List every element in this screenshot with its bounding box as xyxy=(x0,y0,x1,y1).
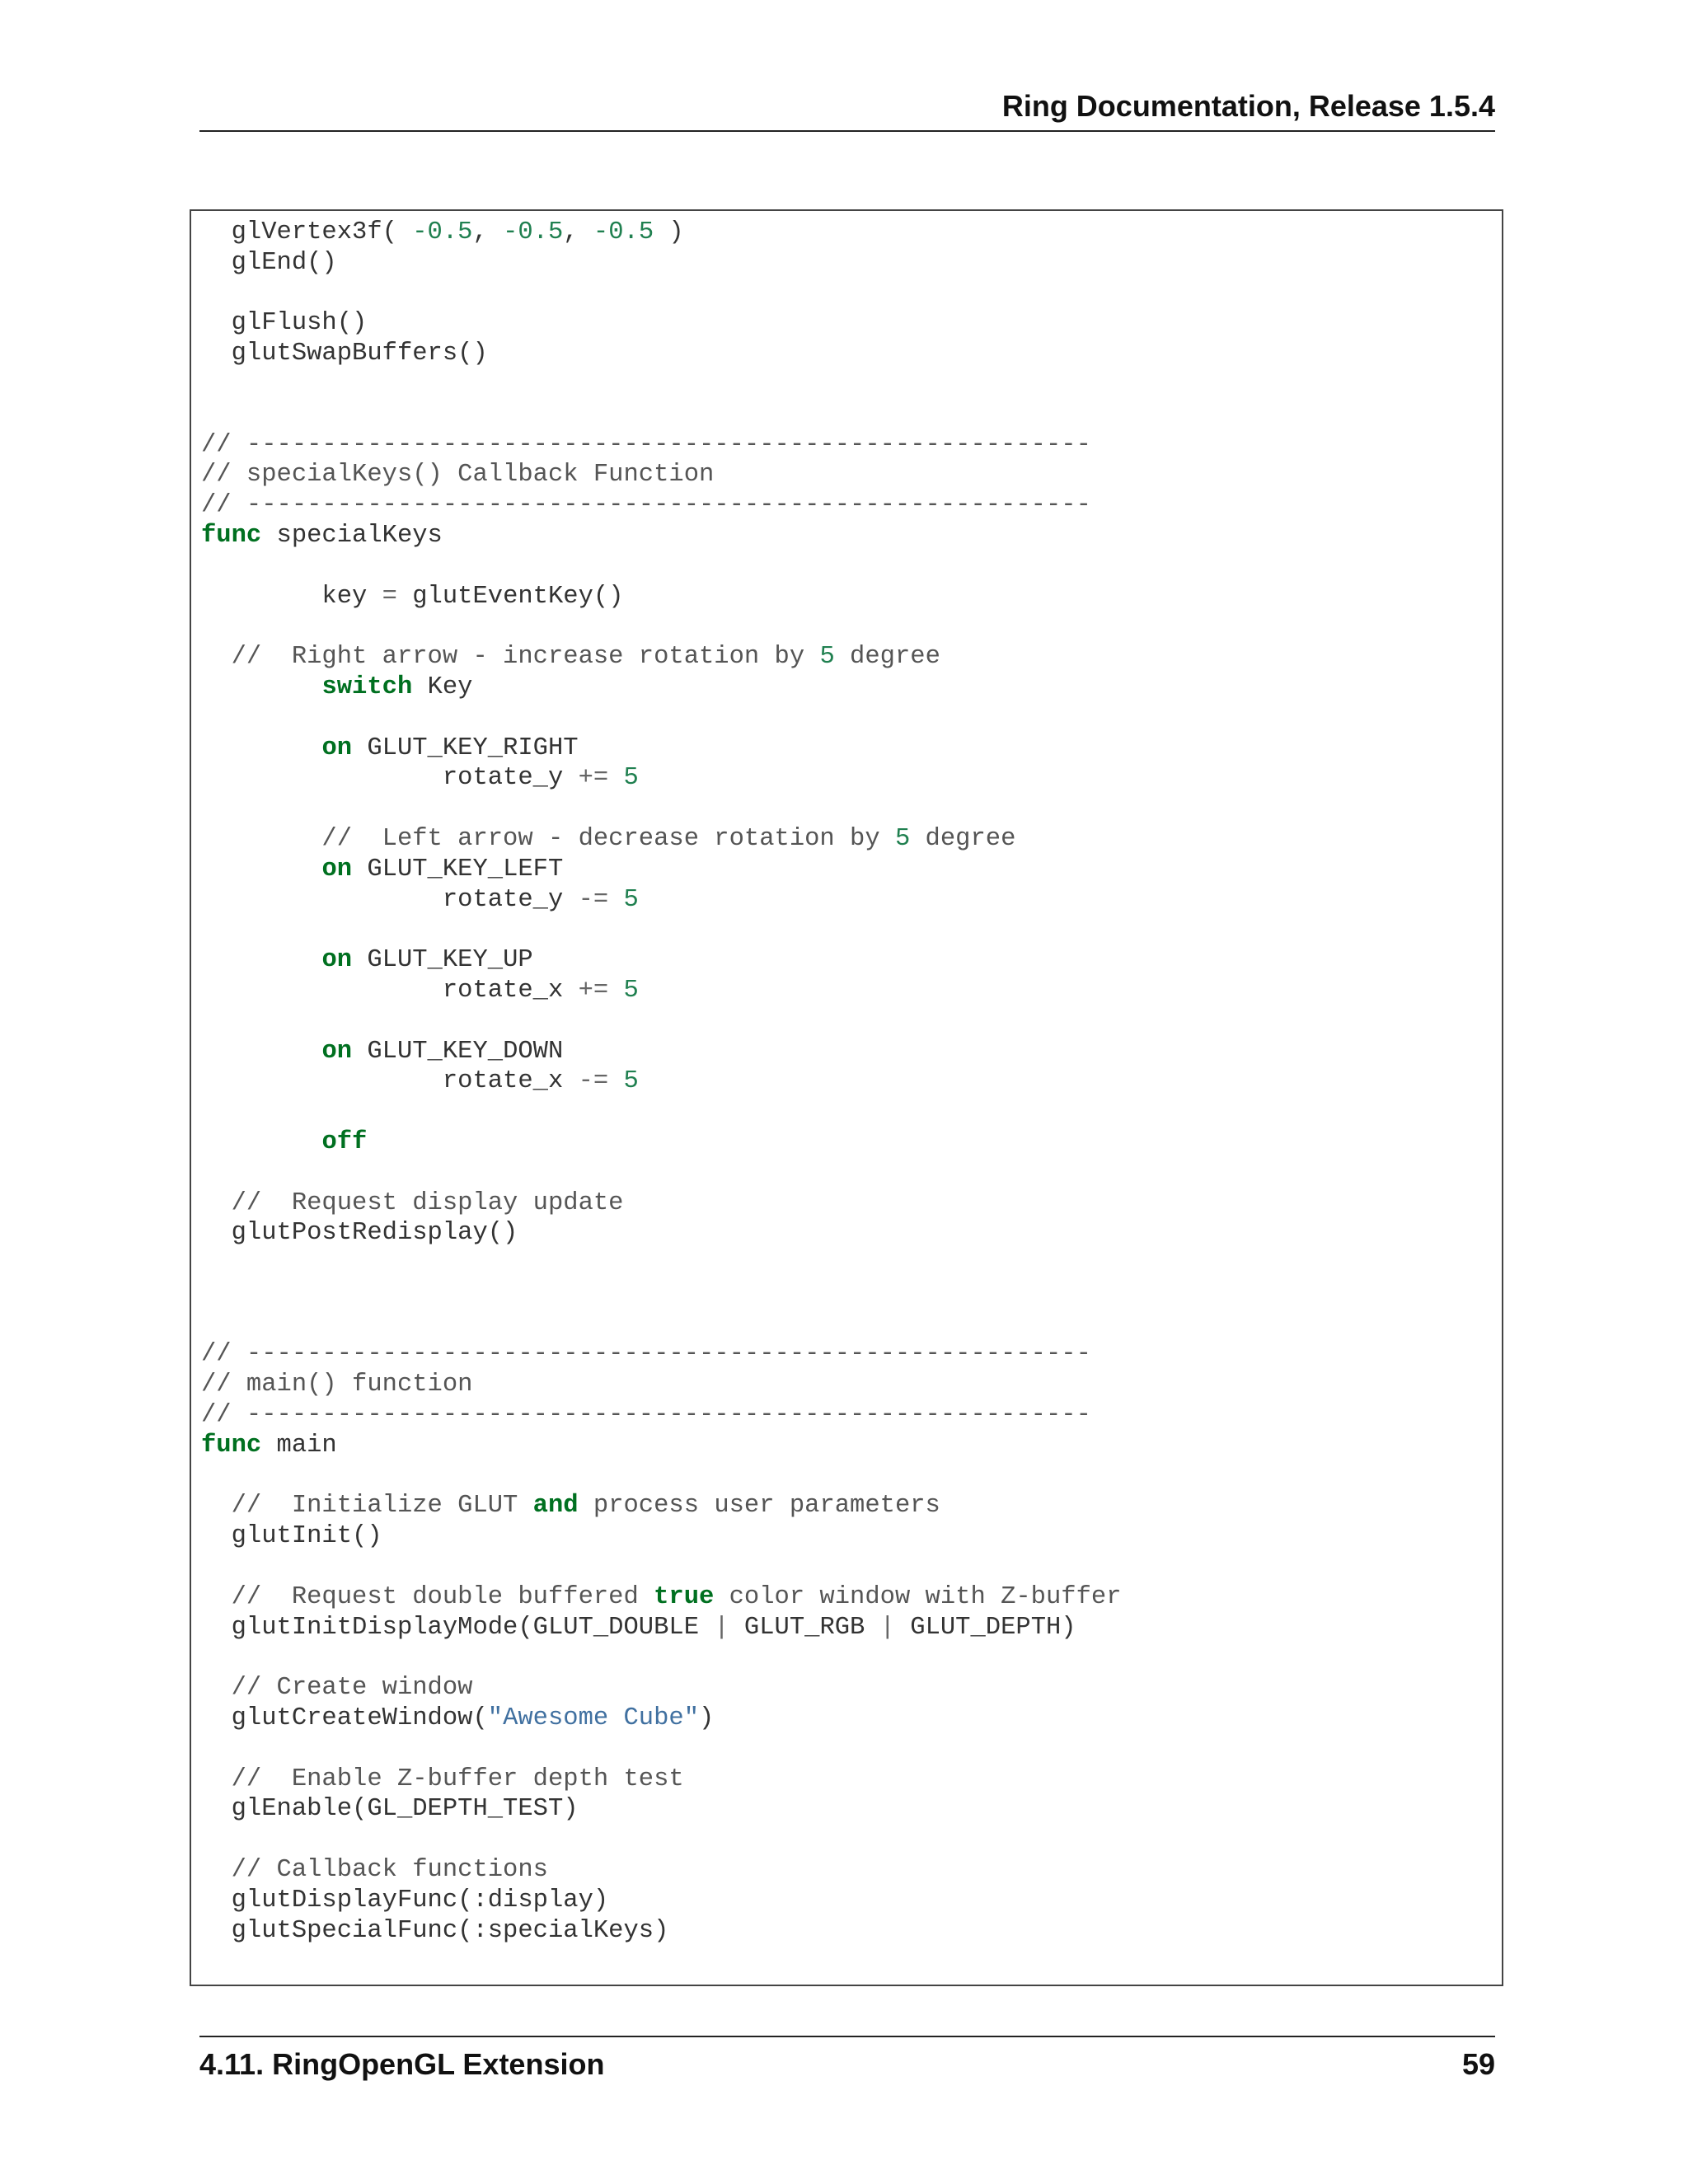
code-line xyxy=(201,1037,1502,1067)
code-line xyxy=(201,1127,1502,1158)
code-token: = xyxy=(382,582,397,611)
code-line xyxy=(201,1279,1502,1310)
code-line xyxy=(201,1613,1502,1643)
code-token: glutInitDisplayMode(GLUT_DOUBLE xyxy=(201,1613,715,1642)
code-token: GLUT_RGB xyxy=(729,1613,880,1642)
code-line xyxy=(201,582,1502,612)
code-line xyxy=(201,763,1502,794)
code-token: GLUT_KEY_RIGHT xyxy=(352,733,579,762)
code-token xyxy=(201,1038,321,1066)
header-rule xyxy=(199,130,1495,132)
code-token: and xyxy=(532,1492,579,1521)
code-line xyxy=(201,1643,1502,1673)
code-token: rotate_y xyxy=(201,885,579,914)
code-line xyxy=(201,885,1502,916)
code-line xyxy=(201,1310,1502,1340)
code-token xyxy=(201,734,321,762)
code-line xyxy=(201,945,1502,976)
code-token: // Left arrow - decrease rotation by xyxy=(201,824,895,853)
code-token: // Enable Z-buffer depth test xyxy=(201,1765,684,1793)
code-token: -= xyxy=(578,885,609,914)
code-line xyxy=(201,1097,1502,1127)
code-line xyxy=(201,460,1502,490)
code-line xyxy=(201,1521,1502,1552)
code-token xyxy=(608,977,623,1005)
code-token: true xyxy=(654,1582,715,1611)
code-token: += xyxy=(578,976,609,1005)
code-line xyxy=(201,1704,1502,1734)
code-token: // Right arrow - increase rotation by xyxy=(201,643,820,672)
code-token: color window with Z-buffer xyxy=(714,1582,1122,1611)
code-line xyxy=(201,1491,1502,1521)
code-token: , xyxy=(472,218,504,246)
code-line xyxy=(201,1400,1502,1431)
code-token: // Request double buffered xyxy=(201,1582,654,1611)
code-token: glutInit() xyxy=(201,1522,382,1551)
code-token: // specialKeys() Callback Function xyxy=(201,461,715,490)
code-token: GLUT_KEY_DOWN xyxy=(352,1037,564,1066)
code-token: Key xyxy=(412,673,473,701)
code-line xyxy=(201,703,1502,733)
code-line xyxy=(201,824,1502,855)
code-token: specialKeys xyxy=(261,521,443,550)
code-token: glutCreateWindow( xyxy=(201,1704,488,1733)
code-token: | xyxy=(879,1613,895,1642)
code-line xyxy=(201,1431,1502,1461)
code-line xyxy=(201,218,1502,248)
code-token: // -------------------------------------------------------- xyxy=(201,430,1091,459)
code-line xyxy=(201,308,1502,339)
code-token: -= xyxy=(578,1067,609,1096)
code-token: glutPostRedisplay() xyxy=(201,1219,518,1248)
code-line xyxy=(201,1218,1502,1249)
code-token: -0.5 xyxy=(503,218,564,246)
code-token xyxy=(201,855,321,883)
code-token: degree xyxy=(910,824,1016,853)
code-line xyxy=(201,1461,1502,1492)
code-token: on xyxy=(321,1037,353,1066)
code-line xyxy=(201,521,1502,551)
code-token: glutDisplayFunc(:display) xyxy=(201,1886,609,1915)
code-token: GLUT_KEY_UP xyxy=(352,946,533,975)
code-token: 5 xyxy=(894,824,911,853)
code-line xyxy=(201,279,1502,309)
code-line xyxy=(201,1855,1502,1886)
code-token: // Callback functions xyxy=(201,1856,548,1885)
code-line xyxy=(201,369,1502,400)
code-token: on xyxy=(321,733,353,762)
code-token xyxy=(201,946,321,974)
code-line xyxy=(201,733,1502,764)
code-token: glFlush() xyxy=(201,309,368,338)
code-line xyxy=(201,1006,1502,1037)
code-line xyxy=(201,430,1502,461)
code-token: ) xyxy=(699,1704,715,1733)
code-token: += xyxy=(578,764,609,793)
code-token: on xyxy=(321,946,353,975)
code-line xyxy=(201,1066,1502,1097)
code-line xyxy=(201,1370,1502,1400)
code-token: off xyxy=(321,1127,368,1156)
code-token: key xyxy=(201,582,382,611)
code-token: // -------------------------------------------------------- xyxy=(201,491,1091,520)
code-token xyxy=(201,673,321,701)
code-token: // Create window xyxy=(201,1674,473,1703)
code-line xyxy=(201,642,1502,673)
code-token: -0.5 xyxy=(593,218,654,246)
code-line xyxy=(201,1916,1502,1947)
code-token: glutEventKey() xyxy=(396,582,624,611)
code-lines xyxy=(201,218,1502,1946)
code-line xyxy=(201,1765,1502,1795)
code-block xyxy=(190,209,1503,1986)
code-token: GLUT_KEY_LEFT xyxy=(352,855,564,883)
code-token: ) xyxy=(654,218,684,246)
code-token: // Initialize GLUT xyxy=(201,1492,533,1521)
code-line xyxy=(201,1339,1502,1370)
footer-rule xyxy=(199,2036,1495,2037)
code-line xyxy=(201,400,1502,430)
code-token: 5 xyxy=(623,885,639,914)
code-line xyxy=(201,1188,1502,1219)
code-token: degree xyxy=(834,643,940,672)
code-line xyxy=(201,1158,1502,1188)
code-token: // main() function xyxy=(201,1371,473,1399)
code-line xyxy=(201,1552,1502,1582)
code-line xyxy=(201,1886,1502,1916)
code-token: switch xyxy=(321,673,413,701)
code-line xyxy=(201,1582,1502,1613)
code-line xyxy=(201,1825,1502,1855)
code-token: func xyxy=(201,1431,262,1460)
code-token xyxy=(201,1128,321,1156)
code-token: rotate_x xyxy=(201,1067,579,1096)
code-token xyxy=(608,764,623,792)
code-token: // -------------------------------------------------------- xyxy=(201,1401,1091,1430)
code-line xyxy=(201,490,1502,521)
code-token: rotate_x xyxy=(201,976,579,1005)
code-line xyxy=(201,1794,1502,1825)
code-token: // Request display update xyxy=(201,1188,624,1217)
code-line xyxy=(201,794,1502,824)
code-line xyxy=(201,551,1502,582)
code-token: GLUT_DEPTH) xyxy=(894,1613,1076,1642)
code-line xyxy=(201,612,1502,642)
code-token: rotate_y xyxy=(201,764,579,793)
code-line xyxy=(201,248,1502,279)
footer-section-title: 4.11. RingOpenGL Extension xyxy=(199,2047,605,2081)
code-line xyxy=(201,339,1502,369)
code-line xyxy=(201,1673,1502,1704)
code-line xyxy=(201,673,1502,703)
code-token: process user parameters xyxy=(578,1492,940,1521)
code-token: -0.5 xyxy=(412,218,473,246)
code-token: 5 xyxy=(623,764,639,793)
code-line xyxy=(201,855,1502,885)
code-token xyxy=(608,1067,623,1095)
code-token: , xyxy=(563,218,593,246)
code-line xyxy=(201,915,1502,945)
code-token: glEnd() xyxy=(201,248,337,277)
code-token: on xyxy=(321,855,353,883)
code-line xyxy=(201,1249,1502,1279)
code-token: main xyxy=(261,1431,337,1460)
code-token: 5 xyxy=(819,643,835,672)
page-header-title: Ring Documentation, Release 1.5.4 xyxy=(1001,89,1495,123)
code-token: glEnable(GL_DEPTH_TEST) xyxy=(201,1795,579,1824)
code-token: "Awesome Cube" xyxy=(487,1704,700,1733)
code-token: glutSwapBuffers() xyxy=(201,340,488,368)
code-token: // -------------------------------------------------------- xyxy=(201,1340,1091,1369)
code-token: glutSpecialFunc(:specialKeys) xyxy=(201,1916,669,1945)
code-token xyxy=(608,886,623,914)
code-token: glVertex3f( xyxy=(201,218,413,246)
code-line xyxy=(201,1734,1502,1765)
code-token: | xyxy=(714,1613,729,1642)
code-line xyxy=(201,976,1502,1006)
code-token: 5 xyxy=(623,976,639,1005)
code-token: func xyxy=(201,521,262,550)
code-token: 5 xyxy=(623,1067,639,1096)
page-number: 59 xyxy=(1461,2047,1495,2081)
